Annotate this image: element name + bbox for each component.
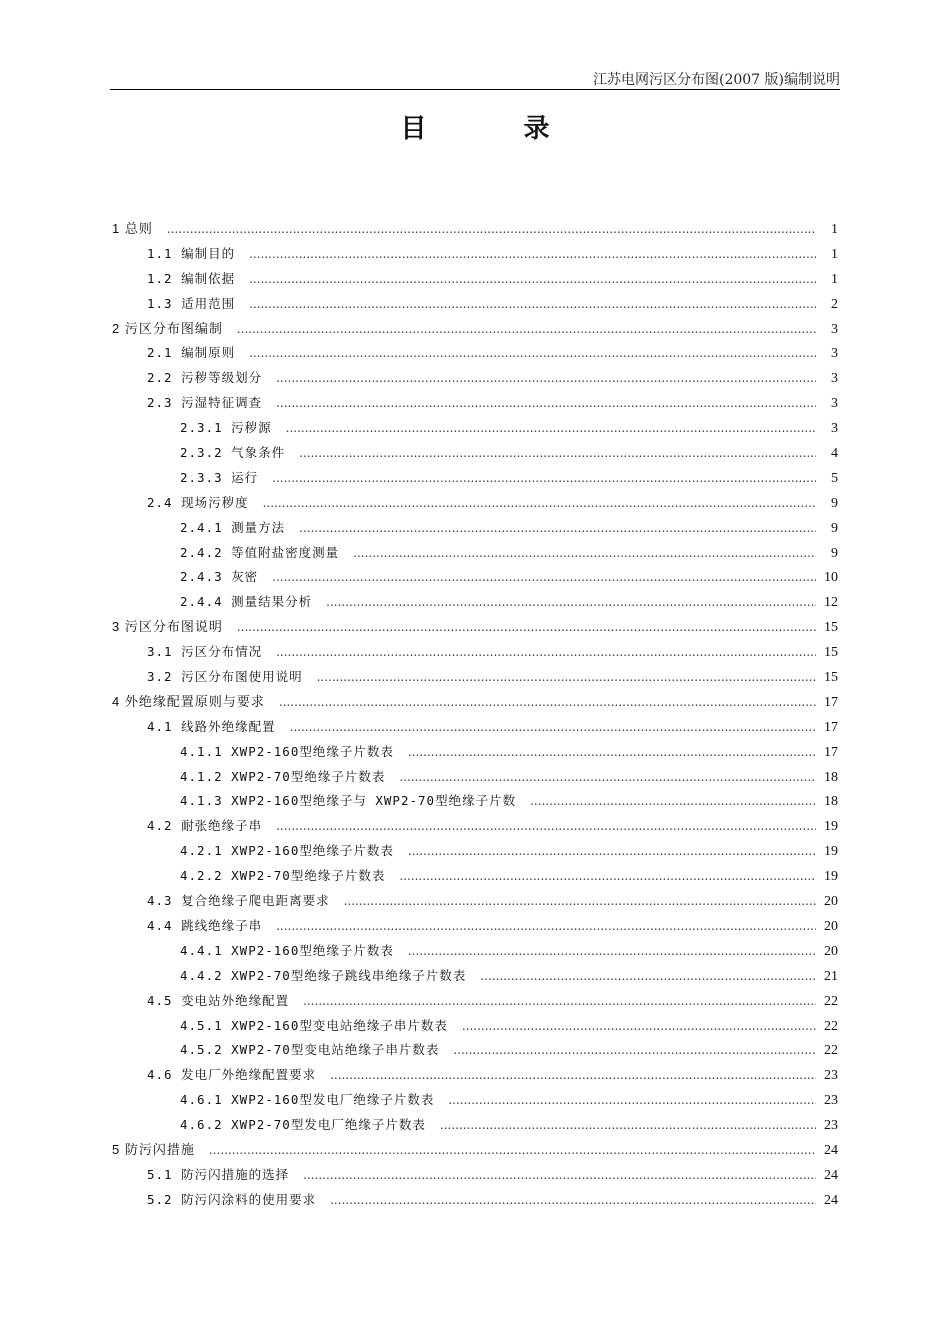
toc-dot-leader xyxy=(263,491,816,516)
toc-dot-leader xyxy=(453,1038,816,1063)
toc-entry[interactable] xyxy=(110,416,838,441)
running-header: 江苏电网污区分布图(2007 版)编制说明 xyxy=(592,72,840,88)
toc-entry[interactable] xyxy=(110,615,838,640)
toc-entry-title: 4.1.2 XWP2-70型绝缘子片数表 xyxy=(180,768,386,784)
toc-entry-page-number: 18 xyxy=(824,769,838,785)
toc-entry-page-number: 1 xyxy=(831,222,838,237)
toc-dot-leader xyxy=(399,765,816,790)
toc-entry-page-number: 3 xyxy=(831,321,838,337)
toc-entry[interactable] xyxy=(110,939,838,964)
toc-entry-title: 4.6.1 XWP2-160型发电厂绝缘子片数表 xyxy=(180,1092,435,1108)
toc-entry[interactable] xyxy=(110,466,838,491)
toc-entry-page-number: 9 xyxy=(831,520,838,536)
toc-dot-leader xyxy=(249,341,816,366)
toc-entry-page-number: 5 xyxy=(831,470,838,486)
toc-entry[interactable] xyxy=(110,267,838,292)
toc-dot-leader xyxy=(276,391,816,416)
toc-dot-leader xyxy=(237,615,816,640)
toc-dot-leader xyxy=(399,864,816,889)
toc-dot-leader xyxy=(286,416,816,441)
toc-entry-page-number: 1 xyxy=(831,246,838,262)
toc-entry-title: 4.2.1 XWP2-160型绝缘子片数表 xyxy=(180,843,394,859)
toc-entry-page-number: 20 xyxy=(824,918,838,934)
toc-entry-page-number: 12 xyxy=(824,595,838,611)
toc-entry-page-number: 15 xyxy=(824,670,838,686)
toc-entry[interactable] xyxy=(110,715,838,740)
toc-entry-title: 3.2 污区分布图使用说明 xyxy=(147,669,303,685)
toc-entry-page-number: 23 xyxy=(824,1093,838,1109)
toc-entry[interactable] xyxy=(110,964,838,989)
toc-entry-title: 4.6 发电厂外绝缘配置要求 xyxy=(147,1067,317,1083)
toc-dot-leader xyxy=(317,665,816,690)
toc-entry-title: 4.3 复合绝缘子爬电距离要求 xyxy=(147,893,330,909)
toc-entry-title: 4.1.3 XWP2-160型绝缘子与 XWP2-70型绝缘子片数 xyxy=(180,793,517,809)
toc-dot-leader xyxy=(209,1138,816,1163)
toc-entry-page-number: 3 xyxy=(831,421,838,437)
toc-entry[interactable] xyxy=(110,1063,838,1088)
toc-dot-leader xyxy=(249,292,816,317)
toc-entry-page-number: 21 xyxy=(824,968,838,984)
toc-entry-page-number: 19 xyxy=(824,819,838,835)
toc-entry-title: 2.3 污湿特征调查 xyxy=(147,395,263,411)
toc-entry-page-number: 15 xyxy=(824,620,838,636)
toc-entry-title: 1.2 编制依据 xyxy=(147,270,236,286)
toc-dot-leader xyxy=(249,267,816,292)
toc-entry-page-number: 3 xyxy=(831,371,838,387)
toc-entry-page-number: 24 xyxy=(824,1142,838,1158)
toc-entry-page-number: 9 xyxy=(831,545,838,561)
toc-entry[interactable] xyxy=(110,814,838,839)
toc-entry-page-number: 24 xyxy=(824,1167,838,1183)
toc-entry-page-number: 22 xyxy=(824,993,838,1009)
toc-entry-page-number: 3 xyxy=(831,396,838,412)
toc-entry-title: 2.2 污秽等级划分 xyxy=(147,370,263,386)
toc-dot-leader xyxy=(353,541,816,566)
toc-entry-title: 5.2 防污闪涂料的使用要求 xyxy=(147,1191,317,1207)
toc-dot-leader xyxy=(408,839,816,864)
toc-dot-leader xyxy=(272,565,816,590)
toc-entry-title: 4.2 耐张绝缘子串 xyxy=(147,818,263,834)
toc-entry-title: 4.6.2 XWP2-70型发电厂绝缘子片数表 xyxy=(180,1117,426,1133)
toc-entry[interactable] xyxy=(110,765,838,790)
toc-dot-leader xyxy=(167,217,816,242)
toc-dot-leader xyxy=(237,317,816,342)
toc-entry[interactable] xyxy=(110,1163,838,1188)
toc-entry-page-number: 9 xyxy=(831,495,838,511)
toc-dot-leader xyxy=(530,789,816,814)
toc-entry[interactable] xyxy=(110,1088,838,1113)
toc-entry[interactable] xyxy=(110,839,838,864)
toc-entry-title: 4.4.2 XWP2-70型绝缘子跳线串绝缘子片数表 xyxy=(180,967,467,983)
toc-entry-page-number: 18 xyxy=(824,794,838,810)
toc-entry-title: 2.4.3 灰密 xyxy=(180,569,259,585)
toc-dot-leader xyxy=(276,640,816,665)
toc-entry-page-number: 22 xyxy=(824,1043,838,1059)
toc-entry-page-number: 23 xyxy=(824,1118,838,1134)
toc-dot-leader xyxy=(249,242,816,267)
toc-dot-leader xyxy=(480,964,816,989)
toc-dot-leader xyxy=(344,889,816,914)
toc-dot-leader xyxy=(290,715,816,740)
toc-dot-leader xyxy=(299,441,816,466)
toc-entry-page-number: 17 xyxy=(824,719,838,735)
toc-entry-title: 1.1 编制目的 xyxy=(147,245,236,261)
toc-dot-leader xyxy=(276,914,816,939)
toc-entry-page-number: 2 xyxy=(831,296,838,312)
toc-dot-leader xyxy=(408,740,816,765)
toc-entry[interactable] xyxy=(110,864,838,889)
toc-entry[interactable] xyxy=(110,366,838,391)
toc-entry[interactable] xyxy=(110,665,838,690)
toc-entry-title: 3.1 污区分布情况 xyxy=(147,644,263,660)
toc-entry[interactable] xyxy=(110,491,838,516)
toc-entry[interactable] xyxy=(110,317,838,342)
toc-entry[interactable] xyxy=(110,341,838,366)
toc-entry[interactable] xyxy=(110,565,838,590)
toc-entry[interactable] xyxy=(110,690,838,715)
toc-dot-leader xyxy=(303,989,816,1014)
toc-entry-title: 4.4.1 XWP2-160型绝缘子片数表 xyxy=(180,942,394,958)
toc-entry-page-number: 15 xyxy=(824,645,838,661)
toc-dot-leader xyxy=(448,1088,816,1113)
toc-dot-leader xyxy=(330,1063,816,1088)
toc-entry-title: 4.5 变电站外绝缘配置 xyxy=(147,992,290,1008)
toc-entry-title: 4.5.1 XWP2-160型变电站绝缘子串片数表 xyxy=(180,1017,448,1033)
toc-entry-title: 3 污区分布图说明 xyxy=(112,619,223,635)
toc-entry-page-number: 3 xyxy=(831,346,838,362)
toc-entry[interactable] xyxy=(110,914,838,939)
toc-entry-title: 2.4.1 测量方法 xyxy=(180,519,286,535)
toc-entry-title: 2.1 编制原则 xyxy=(147,345,236,361)
toc-entry[interactable] xyxy=(110,640,838,665)
toc-dot-leader xyxy=(408,939,816,964)
toc-entry-page-number: 19 xyxy=(824,869,838,885)
toc-entry-page-number: 17 xyxy=(824,744,838,760)
toc-entry-title: 4 外绝缘配置原则与要求 xyxy=(112,693,265,709)
toc-entry-title: 2.4.2 等值附盐密度测量 xyxy=(180,544,340,560)
toc-entry-title: 4.2.2 XWP2-70型绝缘子片数表 xyxy=(180,868,386,884)
toc-dot-leader xyxy=(462,1014,816,1039)
page-title: 目 录 xyxy=(400,114,594,144)
toc-entry-page-number: 22 xyxy=(824,1018,838,1034)
toc-entry[interactable] xyxy=(110,1138,838,1163)
toc-entry[interactable] xyxy=(110,1188,838,1213)
toc-entry-page-number: 24 xyxy=(824,1192,838,1208)
toc-entry-title: 5 防污闪措施 xyxy=(112,1141,195,1157)
toc-dot-leader xyxy=(279,690,816,715)
toc-entry-page-number: 19 xyxy=(824,844,838,860)
toc-entry-page-number: 1 xyxy=(831,271,838,287)
toc-entry[interactable] xyxy=(110,590,838,615)
toc-entry[interactable] xyxy=(110,1014,838,1039)
toc-entry[interactable] xyxy=(110,516,838,541)
toc-entry-title: 5.1 防污闪措施的选择 xyxy=(147,1166,290,1182)
toc-entry-title: 2.4.4 测量结果分析 xyxy=(180,594,313,610)
toc-entry[interactable] xyxy=(110,541,838,566)
toc-dot-leader xyxy=(326,590,816,615)
toc-entry-title: 4.5.2 XWP2-70型变电站绝缘子串片数表 xyxy=(180,1042,440,1058)
toc-entry[interactable] xyxy=(110,789,838,814)
toc-dot-leader xyxy=(276,814,816,839)
toc-dot-leader xyxy=(272,466,816,491)
toc-dot-leader xyxy=(330,1188,816,1213)
toc-entry-title: 2.3.2 气象条件 xyxy=(180,445,286,461)
toc-entry-title: 4.1 线路外绝缘配置 xyxy=(147,718,276,734)
toc-entry-page-number: 20 xyxy=(824,894,838,910)
toc-dot-leader xyxy=(299,516,816,541)
toc-entry-title: 2.3.3 运行 xyxy=(180,469,259,485)
toc-entry-title: 2.4 现场污秽度 xyxy=(147,494,249,510)
toc-entry[interactable] xyxy=(110,217,838,242)
toc-entry-title: 1.3 适用范围 xyxy=(147,295,236,311)
table-of-contents xyxy=(110,217,838,1213)
toc-entry[interactable] xyxy=(110,989,838,1014)
toc-entry-title: 2 污区分布图编制 xyxy=(112,320,223,336)
toc-entry-title: 4.1.1 XWP2-160型绝缘子片数表 xyxy=(180,743,394,759)
toc-entry[interactable] xyxy=(110,740,838,765)
toc-entry-title: 4.4 跳线绝缘子串 xyxy=(147,917,263,933)
toc-entry-title: 2.3.1 污秽源 xyxy=(180,420,272,436)
toc-entry-page-number: 4 xyxy=(831,446,838,462)
toc-entry[interactable] xyxy=(110,889,838,914)
toc-entry-page-number: 20 xyxy=(824,943,838,959)
header-rule xyxy=(110,89,840,90)
toc-entry[interactable] xyxy=(110,292,838,317)
toc-entry[interactable] xyxy=(110,242,838,267)
toc-entry-title: 1 总则 xyxy=(112,221,153,236)
toc-entry-page-number: 23 xyxy=(824,1068,838,1084)
toc-entry-page-number: 17 xyxy=(824,694,838,710)
toc-entry-page-number: 10 xyxy=(824,570,838,586)
toc-dot-leader xyxy=(276,366,816,391)
toc-dot-leader xyxy=(303,1163,816,1188)
toc-entry[interactable] xyxy=(110,441,838,466)
toc-entry[interactable] xyxy=(110,1113,838,1138)
toc-entry[interactable] xyxy=(110,1038,838,1063)
toc-dot-leader xyxy=(440,1113,816,1138)
toc-entry[interactable] xyxy=(110,391,838,416)
